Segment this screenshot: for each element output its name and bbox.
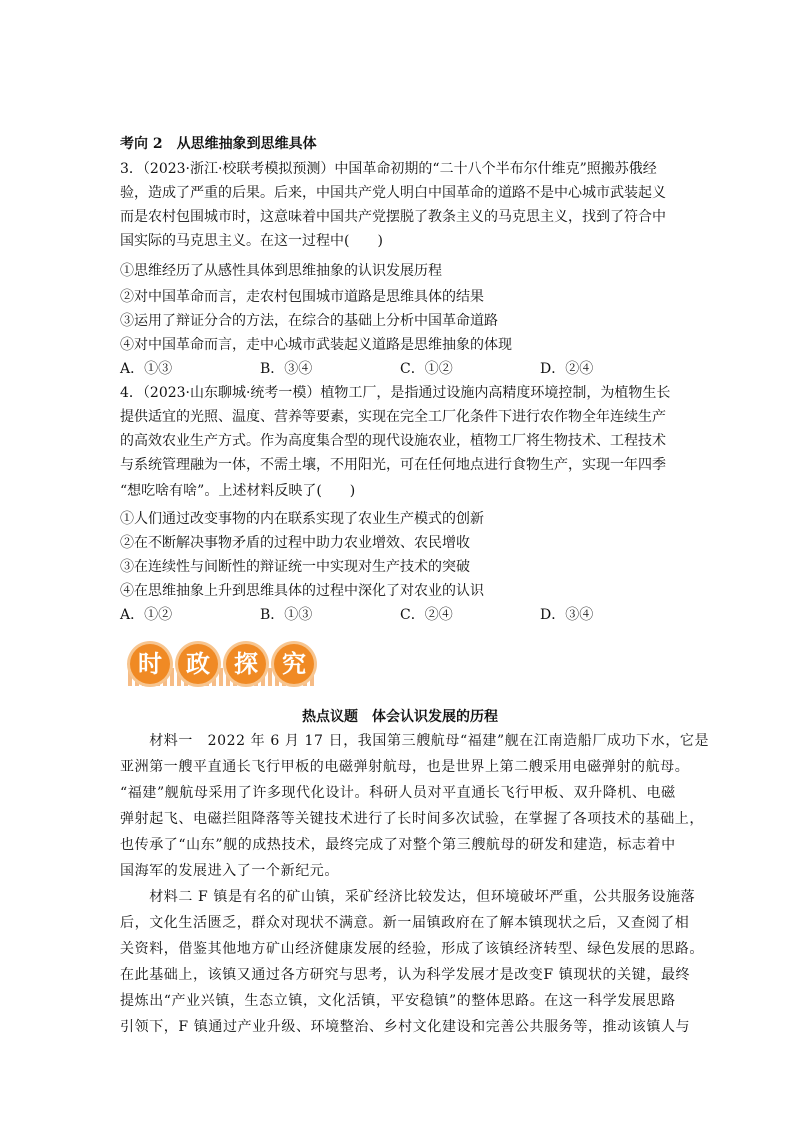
material-1-line: 也传承了“山东”舰的成热技术，最终完成了对整个第三艘航母的研发和建造，标志着中 bbox=[120, 837, 676, 853]
q4-stem-line: 4．（2023·山东聊城·统考一模）植物工厂，是指通过设施内高精度环境控制，为植物生长 bbox=[120, 385, 671, 401]
material-1-line: 弹射起飞、电磁拦阻降落等关键技术进行了长时间多次试验，在掌握了各项技术的基础上， bbox=[120, 811, 704, 827]
q3-statement: ④对中国革命而言，走中心城市武装起义道路是思维抽象的体现 bbox=[120, 337, 512, 353]
q3-statement: ②对中国革命而言，走农村包围城市道路是思维具体的结果 bbox=[120, 289, 484, 305]
q4-option-b: B．①③ bbox=[260, 607, 313, 623]
section-heading: 考向 2 从思维抽象到思维具体 bbox=[120, 136, 317, 152]
current-affairs-banner bbox=[122, 638, 318, 688]
q4-option-c: C．②④ bbox=[400, 607, 453, 623]
q4-statement: ①人们通过改变事物的内在联系实现了农业生产模式的创新 bbox=[120, 511, 484, 527]
q4-option-d: D．③④ bbox=[540, 607, 594, 623]
material-2-line: 后，文化生活匮乏，群众对现状不满意。新一届镇政府在了解本镇现状之后，又查阅了相 bbox=[120, 915, 690, 931]
q3-option-c: C．①② bbox=[400, 361, 453, 377]
q3-stem-line: 3．（2023·浙江·校联考模拟预测）中国革命初期的“二十八个半布尔什维克”照搬苏俄经 bbox=[120, 161, 657, 177]
q4-statement: ②在不断解决事物矛盾的过程中助力农业增效、农民增收 bbox=[120, 535, 470, 551]
banner-char: 时 bbox=[130, 644, 170, 684]
q4-statement: ④在思维抽象上升到思维具体的过程中深化了对农业的认识 bbox=[120, 583, 484, 599]
material-1-line: 亚洲第一艘平直通长飞行甲板的电磁弹射航母，也是世界上第二艘采用电磁弹射的航母。 bbox=[120, 759, 690, 775]
q3-stem-line: 国实际的马克思主义。在这一过程中( ) bbox=[120, 233, 383, 249]
q4-option-a: A．①② bbox=[120, 607, 173, 623]
q3-option-d: D．②④ bbox=[540, 361, 594, 377]
q4-stem-line: 提供适宜的光照、温度、营养等要素，实现在完全工厂化条件下进行农作物全年连续生产 bbox=[120, 409, 666, 425]
q3-stem-line: 而是农村包围城市时，这意味着中国共产党摆脱了教条主义的马克思主义，找到了符合中 bbox=[120, 209, 666, 225]
material-2-line: 提炼出“产业兴镇，生态立镇，文化活镇，平安稳镇”的整体思路。在这一科学发展思路 bbox=[120, 993, 676, 1009]
q4-stem-line: 与系统管理融为一体，不需土壤，不用阳光，可在任何地点进行食物生产，实现一年四季 bbox=[120, 457, 666, 473]
q3-statement: ①思维经历了从感性具体到思维抽象的认识发展历程 bbox=[120, 263, 442, 279]
banner-char: 探 bbox=[226, 644, 266, 684]
q3-stem-line: 验，造成了严重的后果。后来，中国共产党人明白中国革命的道路不是中心城市武装起义 bbox=[120, 185, 666, 201]
q3-statement: ③运用了辩证分合的方法，在综合的基础上分析中国革命道路 bbox=[120, 313, 498, 329]
q4-stem-line: “想吃啥有啥”。上述材料反映了( ) bbox=[120, 483, 356, 499]
material-2-line: 材料二 F 镇是有名的矿山镇，采矿经济比较发达，但环境破坏严重，公共服务设施落 bbox=[120, 889, 696, 905]
material-2-line: 引领下，F 镇通过产业升级、环境整治、乡村文化建设和完善公共服务等，推动该镇人与 bbox=[120, 1019, 691, 1035]
material-1-line: 国海军的发展进入了一个新纪元。 bbox=[120, 863, 339, 879]
banner-char: 究 bbox=[274, 644, 314, 684]
material-1-line: “福建”舰航母采用了许多现代化设计。科研人员对平直通长飞行甲板、双升降机、电磁 bbox=[120, 785, 676, 801]
q3-option-a: A．①③ bbox=[120, 361, 173, 377]
material-1-line: 材料一 2022 年 6 月 17 日，我国第三艘航母“福建”舰在江南造船厂成功下水，它是 bbox=[120, 733, 710, 749]
material-2-line: 在此基础上，该镇又通过各方研究与思考，认为科学发展才是改变F 镇现状的关键，最终 bbox=[120, 967, 691, 983]
q4-statement: ③在连续性与间断性的辩证统一中实现对生产技术的突破 bbox=[120, 559, 470, 575]
q4-stem-line: 的高效农业生产方式。作为高度集合型的现代设施农业，植物工厂将生物技术、工程技术 bbox=[120, 433, 666, 449]
hot-topic-title: 热点议题 体会认识发展的历程 bbox=[302, 709, 498, 725]
banner-char: 政 bbox=[178, 644, 218, 684]
material-2-line: 关资料，借鉴其他地方矿山经济健康发展的经验，形成了该镇经济转型、绿色发展的思路。 bbox=[120, 941, 704, 957]
q3-option-b: B．③④ bbox=[260, 361, 313, 377]
